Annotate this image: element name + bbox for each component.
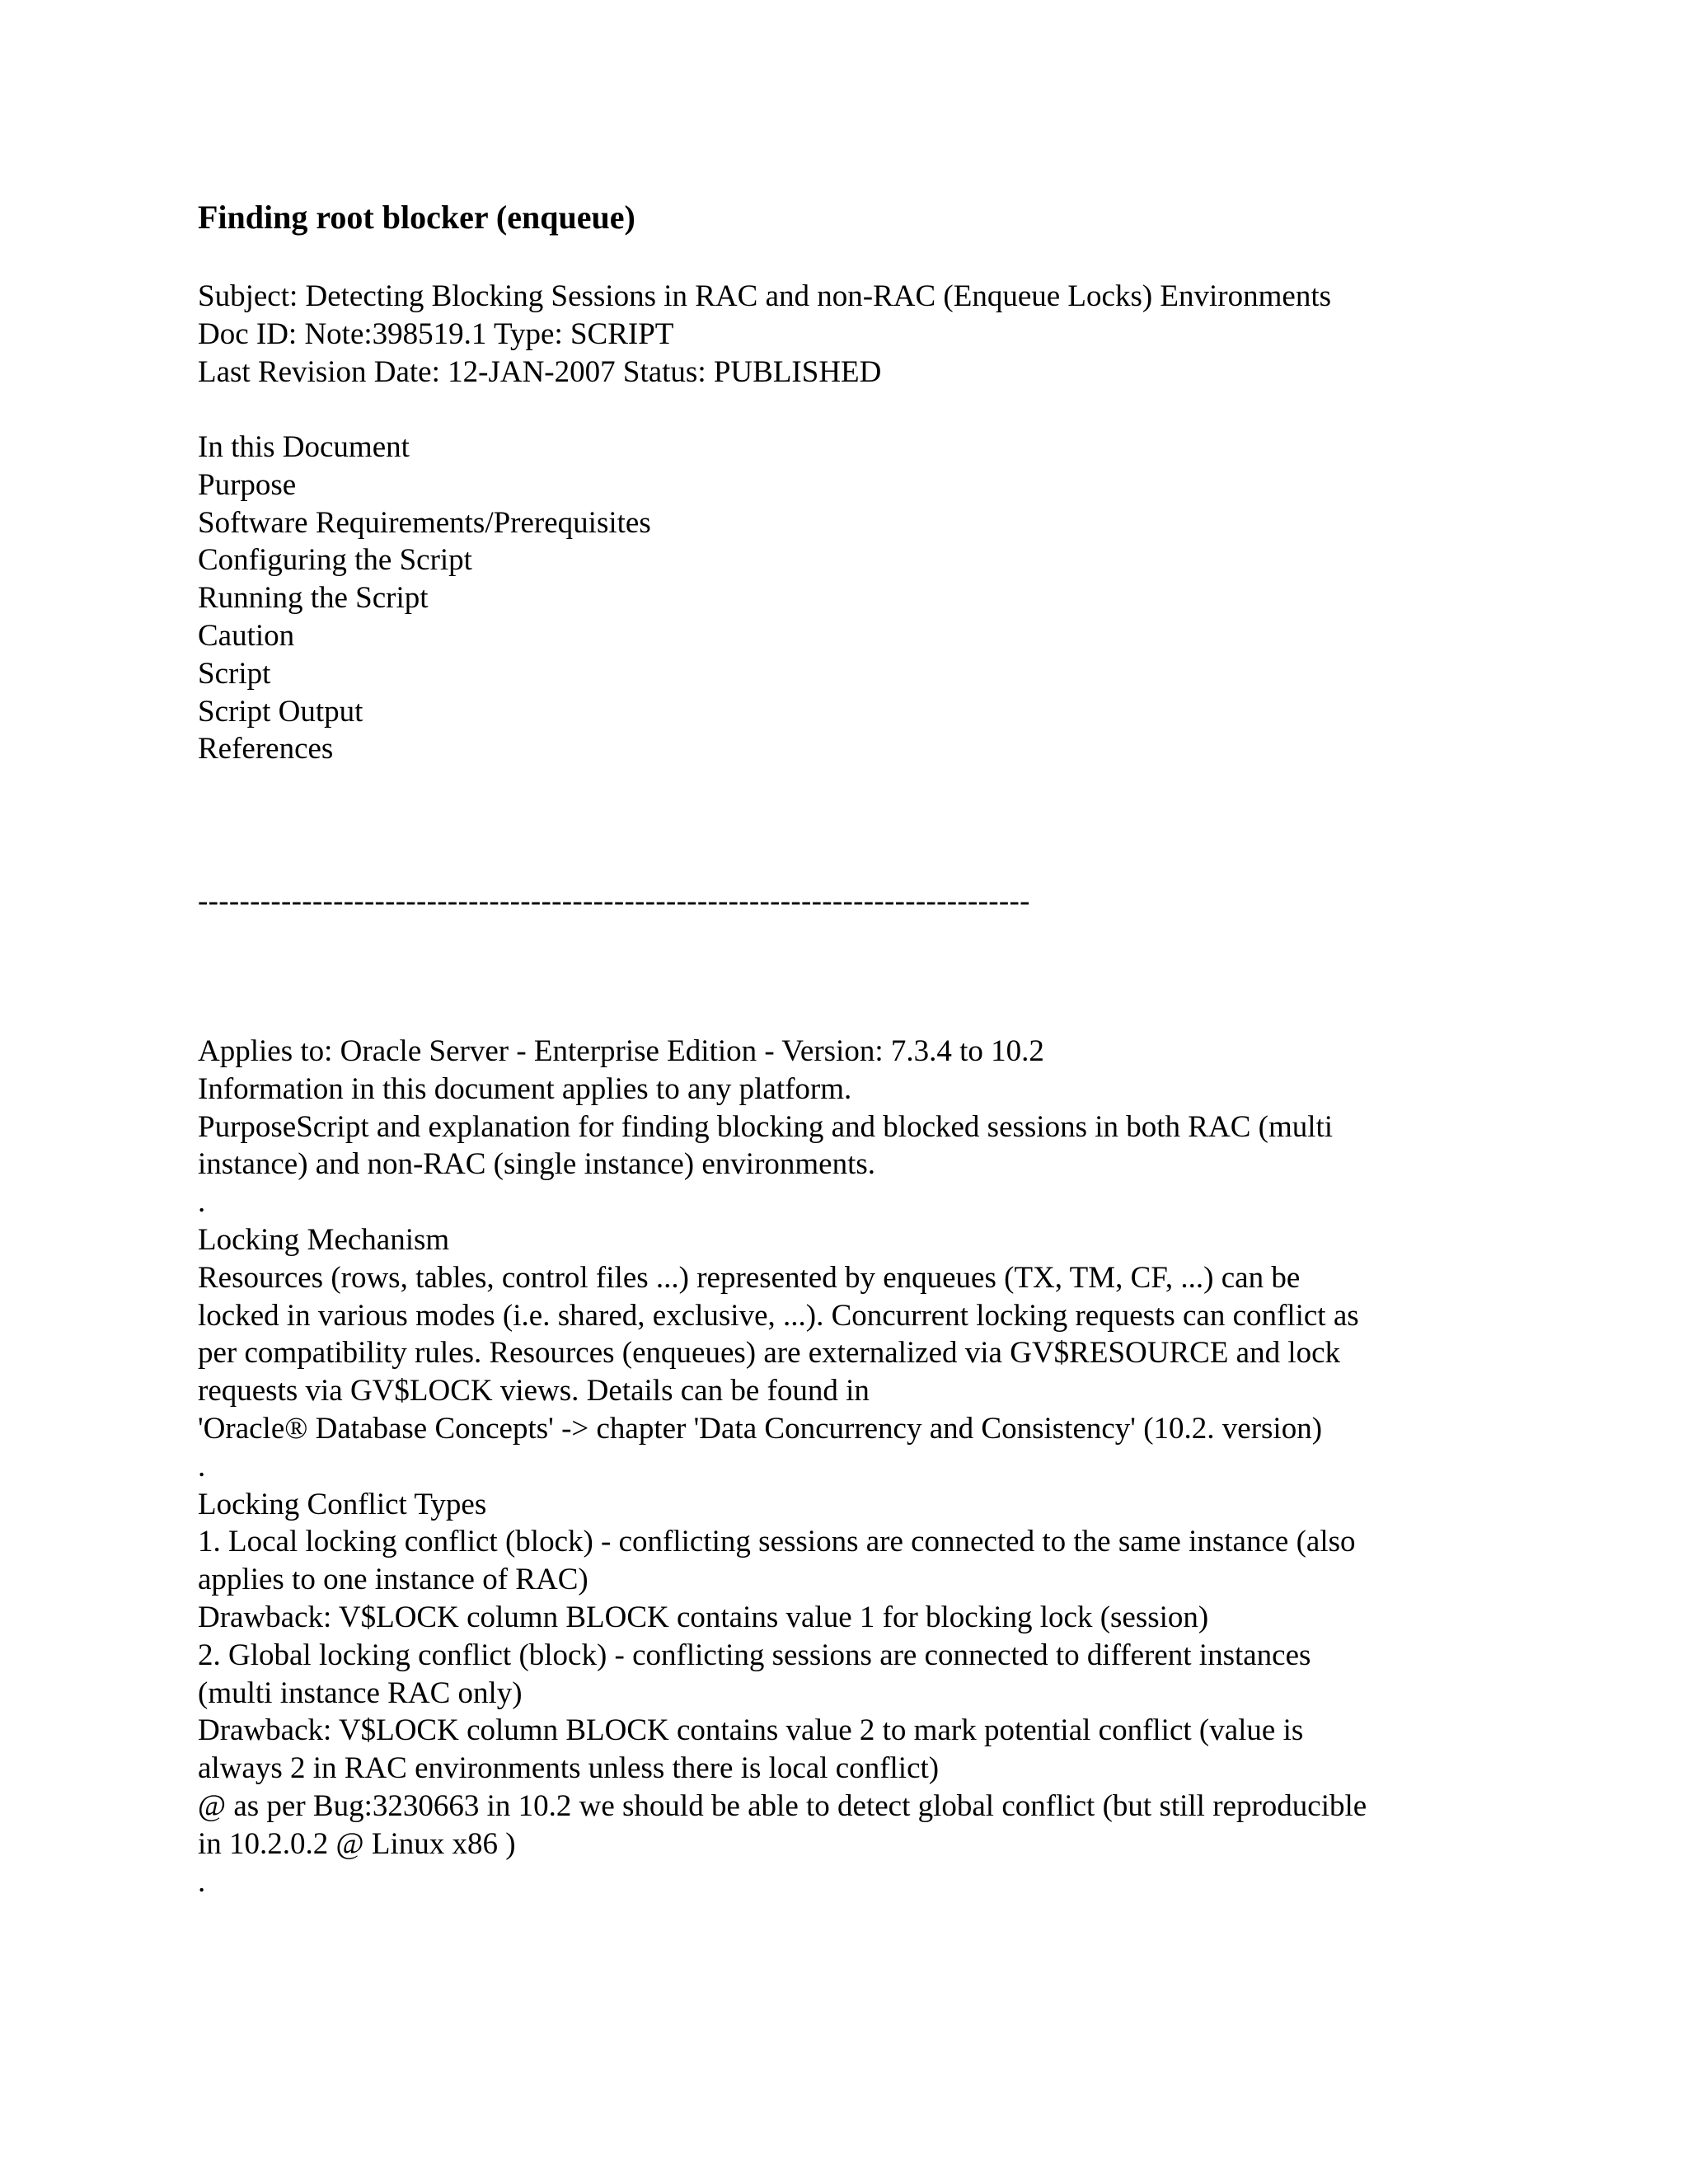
toc-item-script: Script xyxy=(198,656,271,691)
toc-item-references: References xyxy=(198,732,334,766)
locking-mechanism-line-2: locked in various modes (i.e. shared, exclusive, ...). Concurrent locking requests can conflict as xyxy=(198,1298,1359,1333)
locking-mechanism-line-1: Resources (rows, tables, control files ...) represented by enqueues (TX, TM, CF, ...) can be xyxy=(198,1260,1301,1295)
revision-line: Last Revision Date: 12-JAN-2007 Status: PUBLISHED xyxy=(198,354,882,389)
subject-line: Subject: Detecting Blocking Sessions in RAC and non-RAC (Enqueue Locks) Environments xyxy=(198,279,1331,313)
dot-separator: . xyxy=(198,1449,206,1483)
conflict-type-2-line-2: (multi instance RAC only) xyxy=(198,1675,523,1710)
conflict-type-2-line-1: 2. Global locking conflict (block) - conflicting sessions are connected to different instances xyxy=(198,1638,1311,1672)
conflict-type-2-drawback-line-2: always 2 in RAC environments unless there is local conflict) xyxy=(198,1751,940,1786)
separator-rule: -------------------------------------------------------------------------------- xyxy=(198,884,1030,918)
conflict-type-1-line-1: 1. Local locking conflict (block) - conflicting sessions are connected to the same instance (also xyxy=(198,1525,1356,1559)
platform-line: Information in this document applies to any platform. xyxy=(198,1071,852,1106)
toc-item-configuring-script: Configuring the Script xyxy=(198,543,472,578)
bug-note-line-1: @ as per Bug:3230663 in 10.2 we should be able to detect global conflict (but still reproducible xyxy=(198,1788,1367,1823)
conflict-type-2-drawback-line-1: Drawback: V$LOCK column BLOCK contains value 2 to mark potential conflict (value is xyxy=(198,1713,1304,1748)
section-heading-locking-mechanism: Locking Mechanism xyxy=(198,1222,450,1257)
toc-heading: In this Document xyxy=(198,430,410,464)
purpose-line-1: PurposeScript and explanation for finding blocking and blocked sessions in both RAC (multi xyxy=(198,1109,1334,1144)
dot-separator: . xyxy=(198,1185,206,1220)
toc-item-script-output: Script Output xyxy=(198,694,363,729)
conflict-type-1-line-2: applies to one instance of RAC) xyxy=(198,1563,588,1597)
locking-mechanism-line-5: 'Oracle® Database Concepts' -> chapter 'Data Concurrency and Consistency' (10.2. version) xyxy=(198,1411,1323,1446)
section-heading-locking-conflict-types: Locking Conflict Types xyxy=(198,1487,487,1521)
purpose-line-2: instance) and non-RAC (single instance) environments. xyxy=(198,1147,876,1182)
applies-to-line: Applies to: Oracle Server - Enterprise Edition - Version: 7.3.4 to 10.2 xyxy=(198,1034,1044,1068)
locking-mechanism-line-3: per compatibility rules. Resources (enqueues) are externalized via GV$RESOURCE and lock xyxy=(198,1336,1341,1371)
locking-mechanism-line-4: requests via GV$LOCK views. Details can be found in xyxy=(198,1374,870,1408)
toc-item-software-requirements: Software Requirements/Prerequisites xyxy=(198,505,651,540)
conflict-type-1-drawback: Drawback: V$LOCK column BLOCK contains value 1 for blocking lock (session) xyxy=(198,1600,1209,1634)
table-of-contents xyxy=(198,429,1550,768)
toc-item-purpose: Purpose xyxy=(198,467,297,502)
dot-separator: . xyxy=(198,1864,206,1899)
bug-note-line-2: in 10.2.0.2 @ Linux x86 ) xyxy=(198,1826,516,1861)
document-body xyxy=(198,1033,1550,1900)
toc-item-running-script: Running the Script xyxy=(198,581,429,616)
doc-id-line: Doc ID: Note:398519.1 Type: SCRIPT xyxy=(198,316,674,351)
document-title: Finding root blocker (enqueue) xyxy=(198,199,635,236)
document-meta xyxy=(198,278,1550,391)
toc-item-caution: Caution xyxy=(198,618,295,653)
